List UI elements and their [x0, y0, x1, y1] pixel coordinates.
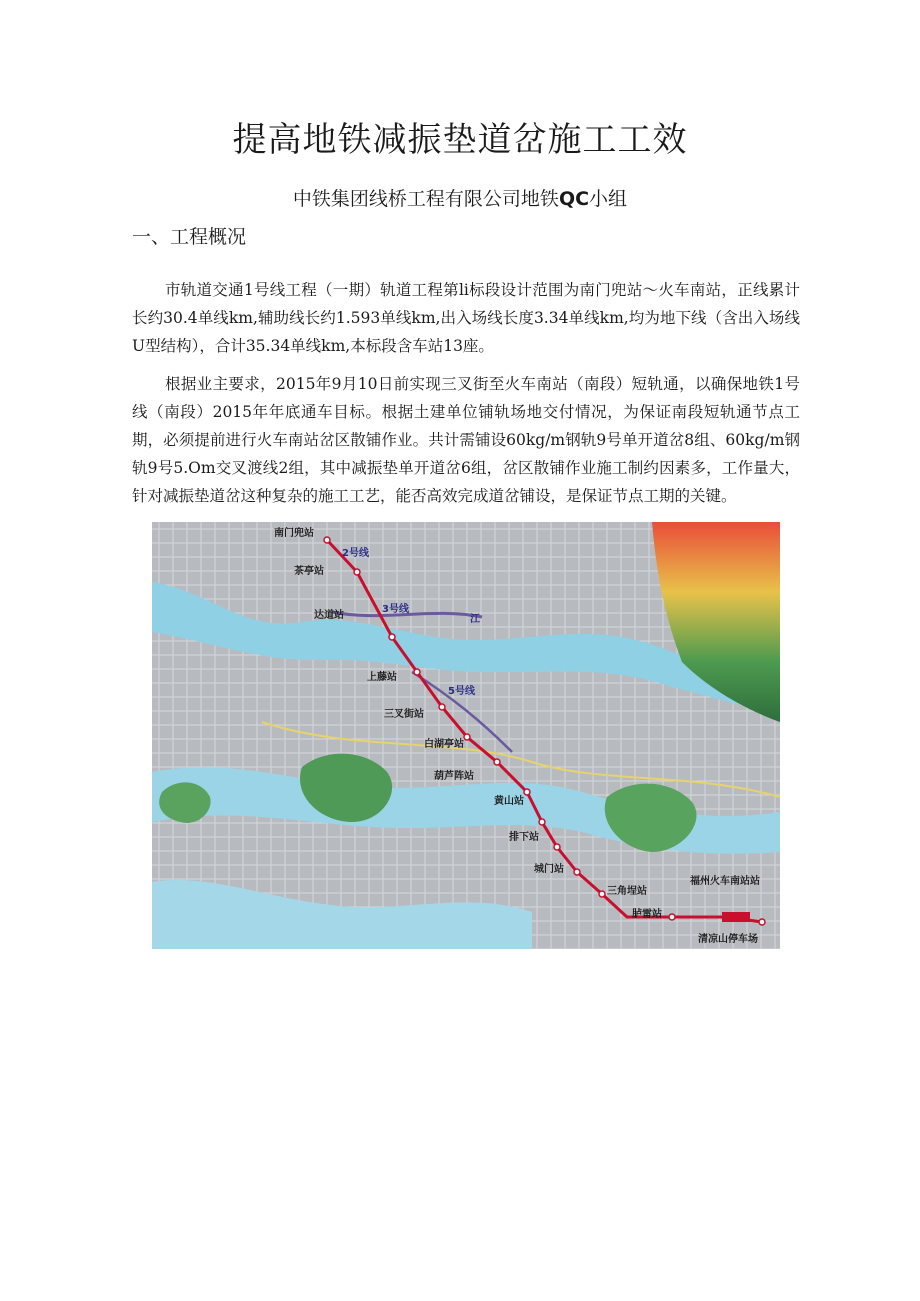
- station-label: 葫芦阵站: [434, 771, 474, 782]
- paragraph-overview: 市轨道交通1号线工程（一期）轨道工程第li标段设计范围为南门兜站～火车南站，正线累计长约30.4单线km,辅助线长约1.593单线km,出入场线长度3.34单线km,均为地下线（含出入场线U型结构），合计35.34单线km,本标段含车站13座。: [132, 280, 800, 355]
- line-label: 3号线: [382, 604, 409, 615]
- station-dot: [389, 634, 395, 640]
- depot-marker: [722, 912, 750, 922]
- station-label: 白湖亭站: [424, 739, 464, 750]
- station-label: 三叉街站: [384, 709, 424, 720]
- station-label: 上藤站: [367, 672, 397, 683]
- station-label: 福州火车南站站: [690, 876, 760, 887]
- station-dot: [324, 537, 330, 543]
- document-title: 提高地铁减振垫道岔施工工效: [232, 120, 688, 160]
- station-dot: [524, 789, 530, 795]
- metro-route-map: [152, 522, 780, 949]
- station-dot: [439, 704, 445, 710]
- station-dot: [759, 919, 765, 925]
- station-label: 黄山站: [494, 796, 524, 807]
- subtitle-qc: QC: [558, 188, 590, 210]
- station-label: 三角埕站: [607, 886, 647, 897]
- section-heading: 一、工程概况: [132, 226, 247, 248]
- station-dot: [554, 844, 560, 850]
- line-label: 2号线: [342, 548, 369, 559]
- station-dot: [354, 569, 360, 575]
- line-label: 5号线: [448, 686, 475, 697]
- station-label: 清凉山停车场: [698, 934, 758, 945]
- subtitle-tail: 小组: [589, 188, 628, 210]
- station-label: 城门站: [534, 864, 564, 875]
- station-dot: [539, 819, 545, 825]
- station-label: 达道站: [314, 610, 344, 621]
- station-label: 南门兜站: [274, 528, 314, 539]
- station-dot: [464, 734, 470, 740]
- station-dot: [574, 869, 580, 875]
- station-dot: [494, 759, 500, 765]
- paragraph-requirements: 根据业主要求，2015年9月10日前实现三叉街至火车南站（南段）短轨通，以确保地铁1号线（南段）2015年年底通车目标。根据土建单位铺轨场地交付情况，为保证南段短轨通节点工期，必须提前进行火车南站岔区散铺作业。共计需铺设60kg/m钢轨9号单开道岔8组、60kg/m钢轨9号5.Om交叉渡线2组，其中减振垫单开道岔6组，岔区散铺作业施工制约因素多，工作量大，针对减振垫道岔这种复杂的施工工艺，能否高效完成道岔铺设，是保证节点工期的关键。: [132, 374, 800, 505]
- station-dot: [669, 914, 675, 920]
- station-label: 胪雷站: [632, 909, 662, 920]
- station-label: 茶亭站: [294, 566, 324, 577]
- station-dot: [599, 891, 605, 897]
- river-label: 江: [470, 614, 480, 625]
- document-subtitle: [0, 184, 920, 211]
- station-dot: [414, 669, 420, 675]
- station-label: 排下站: [509, 832, 539, 843]
- subtitle-org: 中铁集团线桥工程有限公司地铁: [292, 188, 559, 210]
